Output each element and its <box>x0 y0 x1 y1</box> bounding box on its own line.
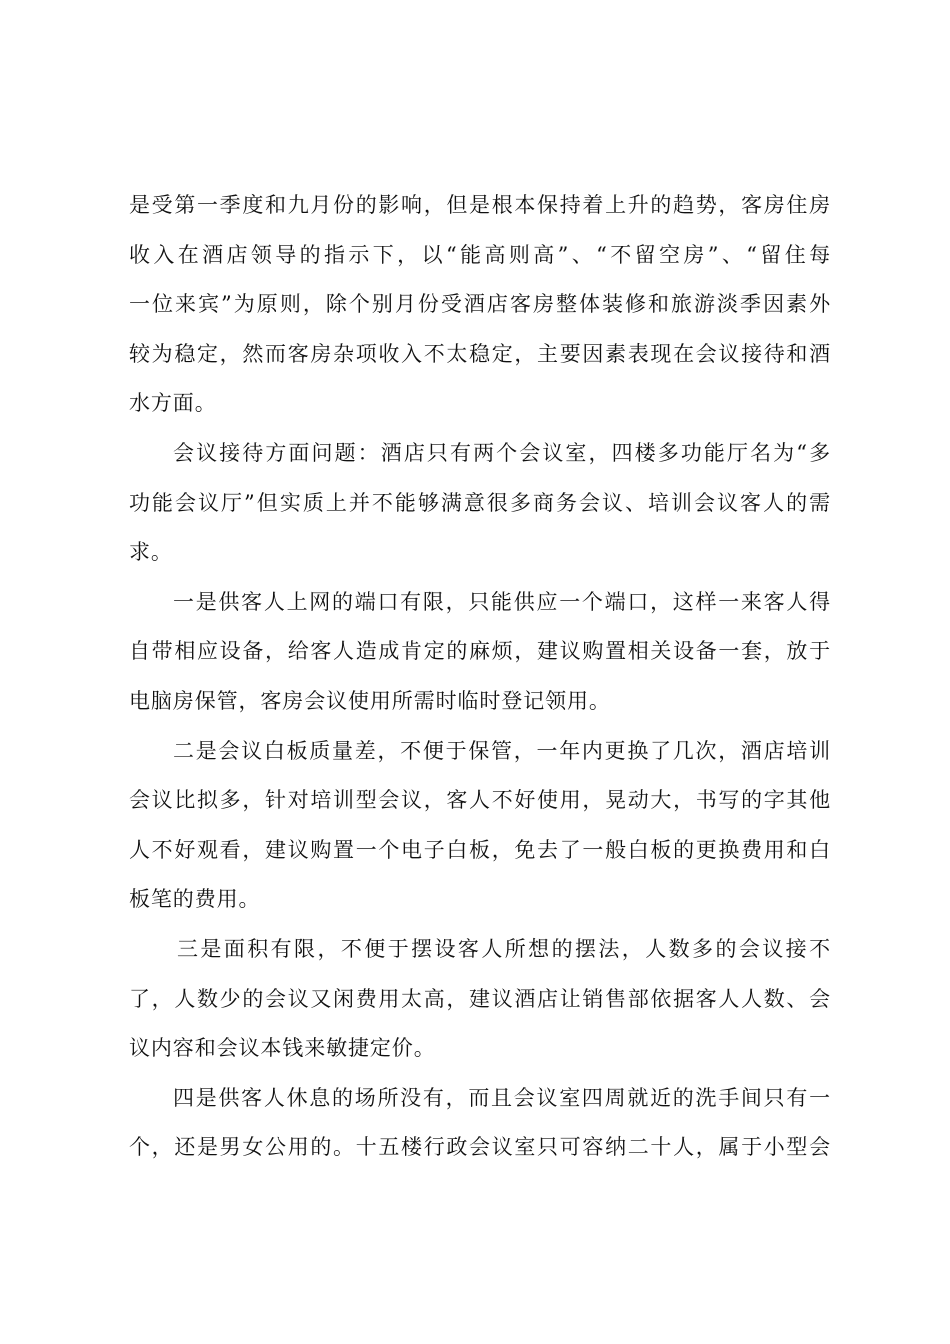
paragraph-first-line: 会议接待方面问题：酒店只有两个会议室，四楼多功能厅名为“多 <box>173 440 831 465</box>
text-line: 一位来宾”为原则，除个别月份受酒店客房整体装修和旅游淡季因素外 <box>129 292 831 317</box>
text-line: 自带相应设备，给客人造成肯定的麻烦，建议购置相关设备一套，放于 <box>129 639 831 664</box>
text-line: 会议比拟多，针对培训型会议，客人不好使用，晃动大，书写的字其他 <box>129 788 831 813</box>
text-line: 议内容和会议本钱来敏捷定价。 <box>129 1036 436 1061</box>
paragraph-first-line: 三是面积有限，不便于摆设客人所想的摆法，人数多的会议接不 <box>177 936 831 961</box>
text-line: 个，还是男女公用的。十五楼行政会议室只可容纳二十人，属于小型会 <box>129 1135 831 1160</box>
document-body <box>129 181 831 1173</box>
paragraph-first-line: 二是会议白板质量差，不便于保管，一年内更换了几次，酒店培训 <box>173 738 831 763</box>
text-line: 功能会议厅”但实质上并不能够满意很多商务会议、培训会议客人的需 <box>129 490 831 515</box>
paragraph-first-line: 四是供客人休息的场所没有，而且会议室四周就近的洗手间只有一 <box>173 1085 831 1110</box>
text-line: 求。 <box>129 540 173 565</box>
text-line: 水方面。 <box>129 391 217 416</box>
text-line: 电脑房保管，客房会议使用所需时临时登记领用。 <box>129 688 611 713</box>
text-line: 较为稳定，然而客房杂项收入不太稳定，主要因素表现在会议接待和酒 <box>129 341 831 366</box>
text-line: 了，人数少的会议又闲费用太高，建议酒店让销售部依据客人人数、会 <box>129 986 831 1011</box>
text-line: 是受第一季度和九月份的影响，但是根本保持着上升的趋势，客房住房 <box>129 193 831 217</box>
paragraph-first-line: 一是供客人上网的端口有限，只能供应一个端口，这样一来客人得 <box>173 589 831 614</box>
text-line: 板笔的费用。 <box>129 887 261 912</box>
text-line: 收入在酒店领导的指示下，以“能高则高”、“不留空房”、“留住每 <box>129 242 831 267</box>
text-line: 人不好观看，建议购置一个电子白板，免去了一般白板的更换费用和白 <box>129 837 831 862</box>
